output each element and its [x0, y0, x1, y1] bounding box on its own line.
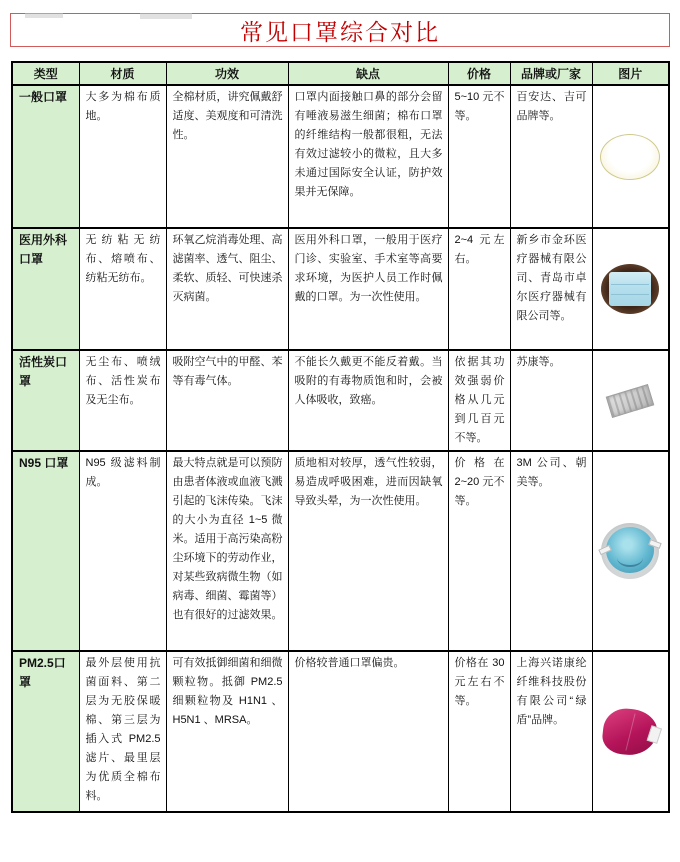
cell-picture: [592, 85, 669, 228]
page-title: 常见口罩综合对比: [240, 18, 440, 45]
col-header-brand: 品牌或厂家: [510, 62, 592, 85]
cell-material: N95 级滤料制成。: [79, 451, 166, 651]
col-header-drawback: 缺点: [288, 62, 448, 85]
cell-price: 依据其功效强弱价格从几元到几百元不等。: [448, 350, 510, 451]
cell-drawback: 质地相对较厚，透气性较弱，易造成呼吸困难，进而因缺氧导致头晕，为一次性使用。: [288, 451, 448, 651]
cell-picture: [592, 451, 669, 651]
cell-brand: 新乡市金环医疗器械有限公司、青岛市卓尔医疗器械有限公司等。: [510, 228, 592, 350]
scan-artifact: [140, 13, 192, 19]
col-header-effect: 功效: [166, 62, 288, 85]
cell-price: 5~10 元不等。: [448, 85, 510, 228]
table-row-general-mask: [12, 85, 669, 228]
cell-material: 大多为棉布质地。: [79, 85, 166, 228]
scan-artifact: [25, 13, 63, 18]
cell-effect: 全棉材质，讲究佩戴舒适度、美观度和可清洗性。: [166, 85, 288, 228]
col-header-type: 类型: [12, 62, 79, 85]
cell-brand: 苏康等。: [510, 350, 592, 451]
table-row-pm25-mask: [12, 651, 669, 812]
cell-price: 价格在 2~20 元不等。: [448, 451, 510, 651]
mask-comparison-table: [11, 61, 670, 813]
cell-material: 最外层使用抗菌面料、第二层为无胶保暖棉、第三层为插入式 PM2.5 滤片、最里层为优质全棉布料。: [79, 651, 166, 812]
cell-drawback: 不能长久戴更不能反着戴。当吸附的有毒物质饱和时，会被人体吸收，致癌。: [288, 350, 448, 451]
cell-price: 价格在 30 元左右不等。: [448, 651, 510, 812]
header-row: [12, 62, 669, 85]
cell-type: 活性炭口罩: [12, 350, 79, 451]
table-row-surgical-mask: [12, 228, 669, 350]
cell-brand: 上海兴诺康纶纤维科技股份有限公司“绿盾”品牌。: [510, 651, 592, 812]
col-header-price: 价格: [448, 62, 510, 85]
table-row-n95-mask: [12, 451, 669, 651]
cell-picture: [592, 651, 669, 812]
cell-brand: 3M 公司、朝美等。: [510, 451, 592, 651]
cell-effect: 最大特点就是可以预防由患者体液或血液飞溅引起的飞沫传染。飞沫的大小为直径 1~5 微米。适用于高污染高粉尘环境下的劳动作业，对某些致病微生物（如病毒、细菌、霉菌等）也有很好的过滤效果。: [166, 451, 288, 651]
cell-type: 一般口罩: [12, 85, 79, 228]
cell-picture: [592, 350, 669, 451]
cell-drawback: 价格较普通口罩偏贵。: [288, 651, 448, 812]
cell-brand: 百安达、吉可品牌等。: [510, 85, 592, 228]
surgical-mask-photo: [601, 264, 659, 314]
pm25-mask-photo: [601, 706, 660, 757]
cell-price: 2~4 元左右。: [448, 228, 510, 350]
cell-type: PM2.5口罩: [12, 651, 79, 812]
cell-effect: 环氧乙烷消毒处理、高滤菌率、透气、阻尘、柔软、质轻、可快速杀灭病菌。: [166, 228, 288, 350]
cell-material: 无纺粘无纺布、熔喷布、纺粘无纺布。: [79, 228, 166, 350]
cotton-gauze-mask-photo: [600, 134, 660, 180]
cell-type: N95 口罩: [12, 451, 79, 651]
n95-cup-mask-photo: [601, 523, 659, 579]
cell-effect: 吸附空气中的甲醛、苯等有毒气体。: [166, 350, 288, 451]
cell-drawback: 口罩内面接触口鼻的部分会留有唾液易滋生细菌；棉布口罩的纤维结构一般都很粗，无法有效过滤较小的微粒，且大多未通过国际安全认证，防护效果并无保障。: [288, 85, 448, 228]
col-header-material: 材质: [79, 62, 166, 85]
col-header-picture: 图片: [592, 62, 669, 85]
cell-drawback: 医用外科口罩，一般用于医疗门诊、实验室、手术室等高要求环境，为医护人员工作时佩戴的口罩。为一次性使用。: [288, 228, 448, 350]
cell-material: 无尘布、喷绒布、活性炭布及无尘布。: [79, 350, 166, 451]
cell-picture: [592, 228, 669, 350]
cell-type: 医用外科口罩: [12, 228, 79, 350]
title-box: [10, 13, 670, 47]
table-row-carbon-mask: [12, 350, 669, 451]
cell-effect: 可有效抵御细菌和细微颗粒物。抵御 PM2.5 细颗粒物及 H1N1 、 H5N1 、MRSA。: [166, 651, 288, 812]
activated-carbon-filter-photo: [606, 384, 655, 418]
